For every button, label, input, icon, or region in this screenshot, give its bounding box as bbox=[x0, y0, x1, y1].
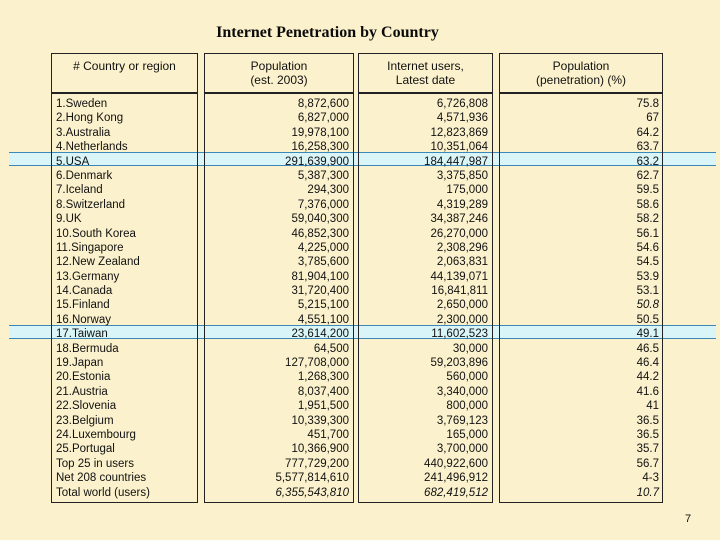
population-cell: 10,366,900 bbox=[291, 443, 349, 456]
population-cell: 777,729,200 bbox=[285, 457, 349, 470]
users-cell: 4,571,936 bbox=[436, 112, 488, 125]
country-cell: Net 208 countries bbox=[56, 472, 147, 485]
users-cell: 2,300,000 bbox=[436, 313, 488, 326]
population-cell: 291,639,900 bbox=[285, 155, 349, 168]
population-cell: 81,904,100 bbox=[291, 270, 349, 283]
country-cell: 2.Hong Kong bbox=[56, 112, 124, 125]
penetration-cell: 35.7 bbox=[636, 443, 659, 456]
country-cell: 16.Norway bbox=[56, 313, 111, 326]
users-cell: 30,000 bbox=[452, 342, 488, 355]
penetration-cell: 59.5 bbox=[636, 184, 659, 197]
penetration-cell: 54.5 bbox=[636, 256, 659, 269]
penetration-cell: 41 bbox=[646, 400, 659, 413]
population-cell: 294,300 bbox=[307, 184, 349, 197]
users-cell: 3,769,123 bbox=[436, 414, 488, 427]
penetration-cell: 44.2 bbox=[636, 371, 659, 384]
penetration-cell: 41.6 bbox=[636, 385, 659, 398]
penetration-cell: 50.5 bbox=[636, 313, 659, 326]
users-column bbox=[358, 53, 493, 503]
population-column bbox=[204, 53, 354, 503]
country-header bbox=[52, 54, 197, 94]
country-cell: 7.Iceland bbox=[56, 184, 103, 197]
population-cell: 8,037,400 bbox=[297, 385, 349, 398]
penetration-cell: 58.2 bbox=[636, 213, 659, 226]
penetration-list bbox=[500, 94, 662, 500]
penetration-cell: 46.5 bbox=[636, 342, 659, 355]
users-cell: 241,496,912 bbox=[424, 472, 488, 485]
population-cell: 16,258,300 bbox=[291, 141, 349, 154]
population-cell: 59,040,300 bbox=[291, 213, 349, 226]
population-cell: 451,700 bbox=[307, 428, 349, 441]
penetration-cell: 56.1 bbox=[636, 227, 659, 240]
population-cell: 7,376,000 bbox=[297, 198, 349, 211]
users-header bbox=[359, 54, 492, 94]
population-cell: 5,215,100 bbox=[297, 299, 349, 312]
population-cell: 127,708,000 bbox=[285, 357, 349, 370]
users-cell: 682,419,512 bbox=[424, 486, 488, 499]
population-cell: 3,785,600 bbox=[297, 256, 349, 269]
users-cell: 2,308,296 bbox=[436, 241, 488, 254]
penetration-cell: 67 bbox=[646, 112, 659, 125]
population-cell: 5,577,814,610 bbox=[275, 472, 349, 485]
users-cell: 59,203,896 bbox=[430, 357, 488, 370]
penetration-cell: 54.6 bbox=[636, 241, 659, 254]
penetration-cell: 50.8 bbox=[636, 299, 659, 312]
population-cell: 31,720,400 bbox=[291, 285, 349, 298]
penetration-cell: 75.8 bbox=[636, 98, 659, 110]
country-cell: 5.USA bbox=[56, 155, 90, 168]
users-cell: 16,841,811 bbox=[431, 285, 488, 298]
population-cell: 46,852,300 bbox=[291, 227, 349, 240]
penetration-cell: 58.6 bbox=[636, 198, 659, 211]
country-cell: 1.Sweden bbox=[56, 98, 108, 110]
country-cell: 9.UK bbox=[56, 213, 82, 226]
penetration-cell: 64.2 bbox=[636, 126, 659, 139]
users-cell: 11,602,523 bbox=[431, 328, 488, 341]
penetration-cell: 56.7 bbox=[636, 457, 659, 470]
users-cell: 10,351,064 bbox=[430, 141, 488, 154]
users-cell: 3,700,000 bbox=[436, 443, 488, 456]
penetration-cell: 62.7 bbox=[636, 169, 659, 182]
penetration-cell: 46.4 bbox=[636, 357, 659, 370]
users-header-line1: Internet users, bbox=[387, 59, 464, 73]
penetration-cell: 49.1 bbox=[636, 328, 659, 341]
population-cell: 4,225,000 bbox=[297, 241, 349, 254]
users-header-line2: Latest date bbox=[395, 73, 456, 87]
population-cell: 1,268,300 bbox=[297, 371, 349, 384]
country-cell: 17.Taiwan bbox=[56, 328, 108, 341]
penetration-header-line2: (penetration) (%) bbox=[535, 73, 627, 87]
users-cell: 2,650,000 bbox=[436, 299, 488, 312]
population-header-line1: Population bbox=[250, 59, 308, 73]
country-cell: 23.Belgium bbox=[56, 414, 114, 427]
penetration-cell: 10.7 bbox=[636, 486, 659, 499]
users-cell: 800,000 bbox=[446, 400, 488, 413]
population-header-line2: (est. 2003) bbox=[250, 73, 308, 87]
penetration-column bbox=[499, 53, 663, 503]
population-cell: 6,355,543,810 bbox=[275, 486, 349, 499]
country-cell: 22.Slovenia bbox=[56, 400, 117, 413]
penetration-cell: 4-3 bbox=[642, 472, 659, 485]
users-cell: 12,823,869 bbox=[430, 126, 488, 139]
penetration-cell: 53.9 bbox=[636, 270, 659, 283]
population-header bbox=[205, 54, 353, 94]
country-cell: 25.Portugal bbox=[56, 443, 115, 456]
country-cell: 21.Austria bbox=[56, 385, 108, 398]
users-cell: 184,447,987 bbox=[424, 155, 488, 168]
penetration-cell: 36.5 bbox=[636, 428, 659, 441]
penetration-cell: 36.5 bbox=[636, 414, 659, 427]
country-cell: 18.Bermuda bbox=[56, 342, 119, 355]
users-cell: 175,000 bbox=[446, 184, 488, 197]
country-cell: 3.Australia bbox=[56, 126, 111, 139]
population-cell: 1,951,500 bbox=[297, 400, 349, 413]
penetration-cell: 63.2 bbox=[636, 155, 659, 168]
country-header-label: # Country or region bbox=[73, 59, 176, 73]
country-cell: Total world (users) bbox=[56, 486, 150, 499]
country-cell: 14.Canada bbox=[56, 285, 113, 298]
users-cell: 165,000 bbox=[446, 428, 488, 441]
users-cell: 26,270,000 bbox=[430, 227, 488, 240]
penetration-header-line1: Population bbox=[552, 59, 610, 73]
country-cell: 4.Netherlands bbox=[56, 141, 128, 154]
country-column bbox=[51, 53, 198, 503]
country-cell: 20.Estonia bbox=[56, 371, 111, 384]
population-cell: 4,551,100 bbox=[297, 313, 349, 326]
population-cell: 8,872,600 bbox=[297, 98, 349, 110]
users-cell: 6,726,808 bbox=[436, 98, 488, 110]
country-cell: 13.Germany bbox=[56, 270, 120, 283]
country-cell: 12.New Zealand bbox=[56, 256, 140, 269]
page-title: Internet Penetration by Country bbox=[216, 24, 439, 41]
population-cell: 10,339,300 bbox=[291, 414, 349, 427]
users-cell: 3,340,000 bbox=[436, 385, 488, 398]
penetration-cell: 63.7 bbox=[636, 141, 659, 154]
population-cell: 5,387,300 bbox=[297, 169, 349, 182]
users-cell: 560,000 bbox=[446, 371, 488, 384]
population-list bbox=[205, 94, 353, 500]
users-cell: 44,139,071 bbox=[430, 270, 488, 283]
country-list bbox=[52, 94, 197, 500]
users-cell: 2,063,831 bbox=[436, 256, 488, 269]
population-cell: 6,827,000 bbox=[297, 112, 349, 125]
users-cell: 34,387,246 bbox=[430, 213, 488, 226]
country-cell: 24.Luxembourg bbox=[56, 428, 136, 441]
country-cell: 10.South Korea bbox=[56, 227, 136, 240]
country-cell: 15.Finland bbox=[56, 299, 110, 312]
penetration-header bbox=[500, 54, 662, 94]
users-cell: 440,922,600 bbox=[424, 457, 488, 470]
users-cell: 3,375,850 bbox=[436, 169, 488, 182]
country-cell: 8.Switzerland bbox=[56, 198, 126, 211]
page-number: 7 bbox=[685, 513, 692, 525]
country-cell: 6.Denmark bbox=[56, 169, 113, 182]
population-cell: 23,614,200 bbox=[291, 328, 349, 341]
users-list bbox=[359, 94, 492, 500]
country-cell: 19.Japan bbox=[56, 357, 104, 370]
country-cell: Top 25 in users bbox=[56, 457, 134, 470]
population-cell: 19,978,100 bbox=[291, 126, 349, 139]
population-cell: 64,500 bbox=[313, 342, 349, 355]
country-cell: 11.Singapore bbox=[56, 241, 124, 254]
penetration-cell: 53.1 bbox=[636, 285, 659, 298]
users-cell: 4,319,289 bbox=[436, 198, 488, 211]
